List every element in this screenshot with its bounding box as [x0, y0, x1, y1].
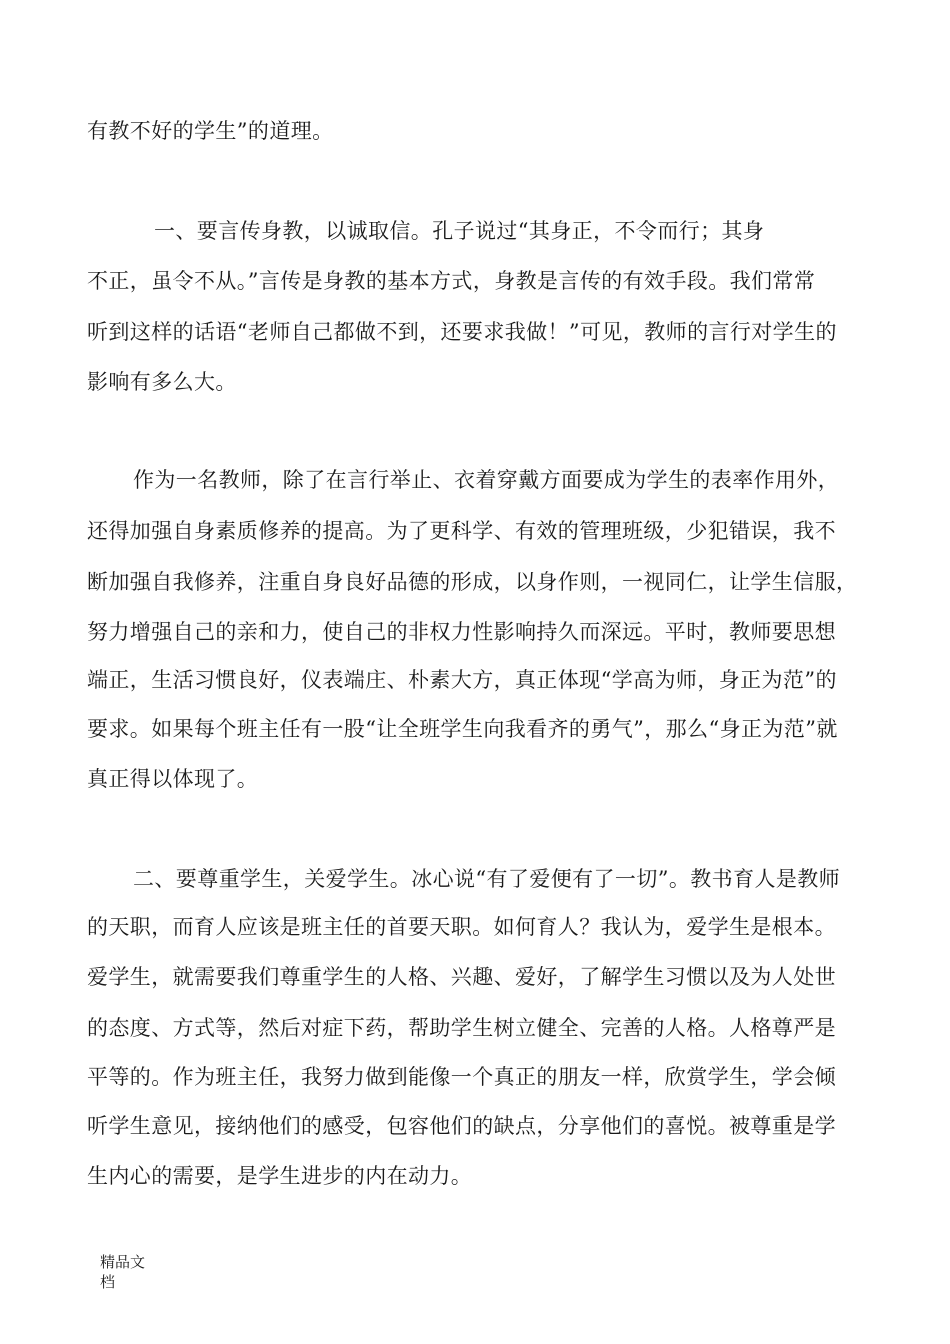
- footer-line: 精品文: [100, 1253, 146, 1271]
- text-line: 真正得以体现了。: [87, 767, 259, 791]
- text-line: 的天职，而育人应该是班主任的首要天职。如何育人？我认为，爱学生是根本。: [87, 915, 836, 939]
- text-line: 一、要言传身教，以诚取信。孔子说过“其身正，不令而行；其身: [154, 219, 765, 243]
- text-line: 端正，生活习惯良好，仪表端庄、朴素大方，真正体现“学高为师，身正为范”的: [87, 668, 837, 692]
- text-line: 听学生意见，接纳他们的感受，包容他们的缺点，分享他们的喜悦。被尊重是学: [87, 1114, 836, 1138]
- text-line: 的态度、方式等，然后对症下药，帮助学生树立健全、完善的人格。人格尊严是: [87, 1016, 836, 1040]
- footer-line: 档: [100, 1273, 116, 1291]
- text-line: 要求。如果每个班主任有一股“让全班学生向我看齐的勇气”，那么“身正为范”就: [87, 717, 838, 741]
- text-line: 影响有多么大。: [87, 370, 237, 394]
- text-line: 不正，虽令不从。”言传是身教的基本方式，身教是言传的有效手段。我们常常: [87, 269, 816, 293]
- text-line: 二、要尊重学生，关爱学生。冰心说“有了爱便有了一切”。教书育人是教师: [133, 867, 841, 891]
- text-line: 努力增强自己的亲和力，使自己的非权力性影响持久而深远。平时，教师要思想: [87, 620, 836, 644]
- text-line: 有教不好的学生”的道理。: [87, 119, 334, 143]
- text-line: 爱学生，就需要我们尊重学生的人格、兴趣、爱好，了解学生习惯以及为人处世: [87, 965, 836, 989]
- text-line: 还得加强自身素质修养的提高。为了更科学、有效的管理班级，少犯错误，我不: [87, 519, 836, 543]
- footer-label: [100, 1252, 145, 1292]
- text-line: 断加强自我修养，注重自身良好品德的形成，以身作则，一视同仁，让学生信服，: [87, 570, 858, 594]
- text-line: 作为一名教师，除了在言行举止、衣着穿戴方面要成为学生的表率作用外，: [133, 468, 840, 492]
- text-line: 生内心的需要，是学生进步的内在动力。: [87, 1164, 473, 1188]
- text-line: 听到这样的话语“老师自己都做不到，还要求我做！”可见，教师的言行对学生的: [87, 320, 837, 344]
- text-line: 平等的。作为班主任，我努力做到能像一个真正的朋友一样，欣赏学生，学会倾: [87, 1065, 836, 1089]
